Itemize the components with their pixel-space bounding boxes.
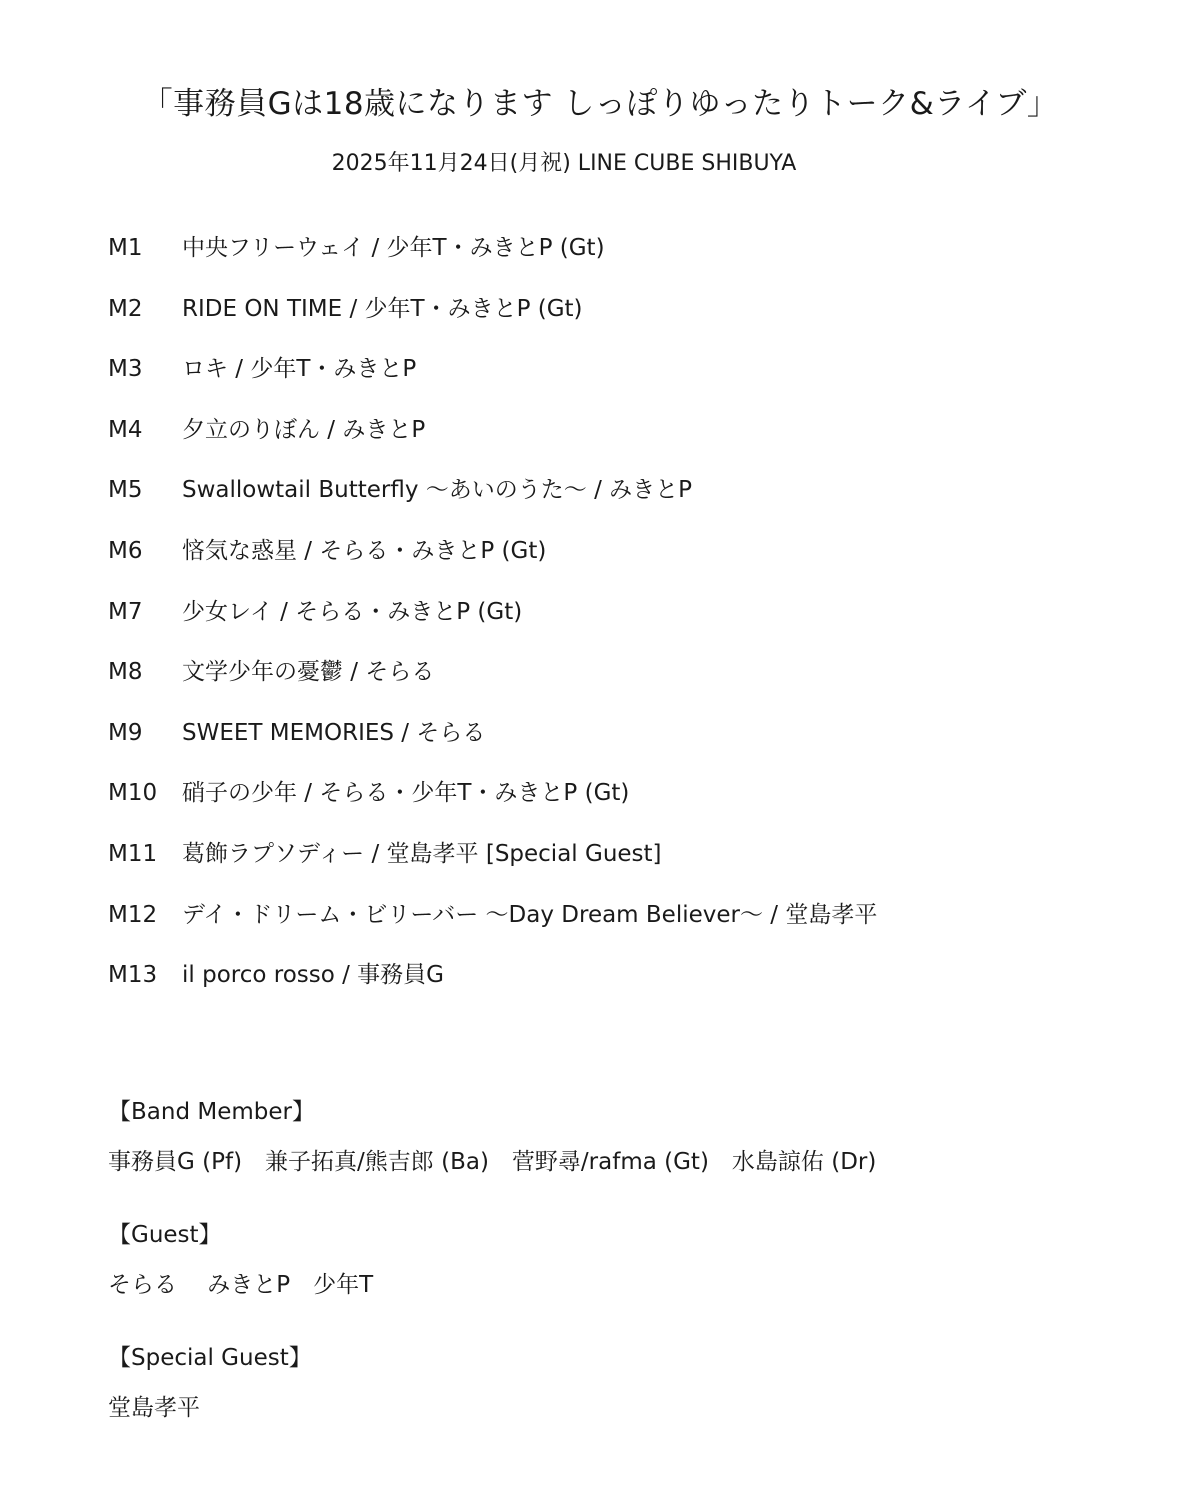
band-member-heading: 【Band Member】 bbox=[108, 1099, 315, 1125]
song-text: 葛飾ラプソディー / 堂島孝平 [Special Guest] bbox=[182, 840, 662, 867]
guest-heading: 【Guest】 bbox=[108, 1222, 222, 1248]
song-text: 硝子の少年 / そらる・少年T・みきとP (Gt) bbox=[182, 780, 630, 807]
song-text: 夕立のりぼん / みきとP bbox=[182, 416, 426, 443]
song-text: il porco rosso / 事務員G bbox=[182, 962, 444, 989]
song-number: M3 bbox=[108, 356, 143, 383]
song-text: 中央フリーウェイ / 少年T・みきとP (Gt) bbox=[182, 235, 605, 261]
setlist-item bbox=[108, 470, 877, 531]
song-number: M11 bbox=[108, 840, 158, 867]
setlist-item bbox=[108, 531, 877, 592]
setlist bbox=[108, 228, 877, 1016]
setlist-item bbox=[108, 592, 877, 653]
song-text: 少女レイ / そらる・みきとP (Gt) bbox=[182, 598, 523, 625]
song-number: M2 bbox=[108, 295, 143, 322]
song-text: 悋気な惑星 / そらる・みきとP (Gt) bbox=[182, 537, 547, 564]
setlist-item bbox=[108, 895, 877, 956]
setlist-item bbox=[108, 289, 877, 350]
song-number: M7 bbox=[108, 598, 143, 625]
song-text: デイ・ドリーム・ビリーバー 〜Day Dream Believer〜 / 堂島孝平 bbox=[182, 901, 878, 928]
song-number: M4 bbox=[108, 416, 143, 443]
song-number: M1 bbox=[108, 235, 143, 261]
special-guest-heading: 【Special Guest】 bbox=[108, 1345, 312, 1371]
setlist-item bbox=[108, 773, 877, 834]
song-text: ロキ / 少年T・みきとP bbox=[182, 356, 417, 383]
guest-list: そらる みきとP 少年T bbox=[108, 1272, 374, 1298]
setlist-item bbox=[108, 410, 877, 471]
song-number: M8 bbox=[108, 659, 143, 686]
event-date-venue: 2025年11月24日(月祝) LINE CUBE SHIBUYA bbox=[331, 151, 797, 176]
song-number: M5 bbox=[108, 477, 143, 504]
setlist-item bbox=[108, 834, 877, 895]
song-number: M6 bbox=[108, 537, 143, 564]
special-guest-list: 堂島孝平 bbox=[108, 1395, 200, 1421]
song-number: M13 bbox=[108, 962, 158, 989]
band-member-list: 事務員G (Pf) 兼子拓真/熊吉郎 (Ba) 菅野尋/rafma (Gt) 水島諒佑 (Dr) bbox=[108, 1149, 877, 1175]
event-title: 「事務員Gは18歳になります しっぽりゆったりトーク&ライブ」 bbox=[141, 86, 1059, 122]
song-number: M9 bbox=[108, 719, 143, 746]
setlist-item bbox=[108, 228, 877, 289]
setlist-item bbox=[108, 349, 877, 410]
song-text: RIDE ON TIME / 少年T・みきとP (Gt) bbox=[182, 295, 583, 322]
song-text: 文学少年の憂鬱 / そらる bbox=[182, 659, 435, 686]
setlist-item bbox=[108, 713, 877, 774]
song-number: M12 bbox=[108, 901, 158, 928]
song-text: Swallowtail Butterfly 〜あいのうた〜 / みきとP bbox=[182, 477, 693, 504]
setlist-item bbox=[108, 955, 877, 1016]
song-number: M10 bbox=[108, 780, 158, 807]
song-text: SWEET MEMORIES / そらる bbox=[182, 719, 486, 746]
setlist-item bbox=[108, 652, 877, 713]
